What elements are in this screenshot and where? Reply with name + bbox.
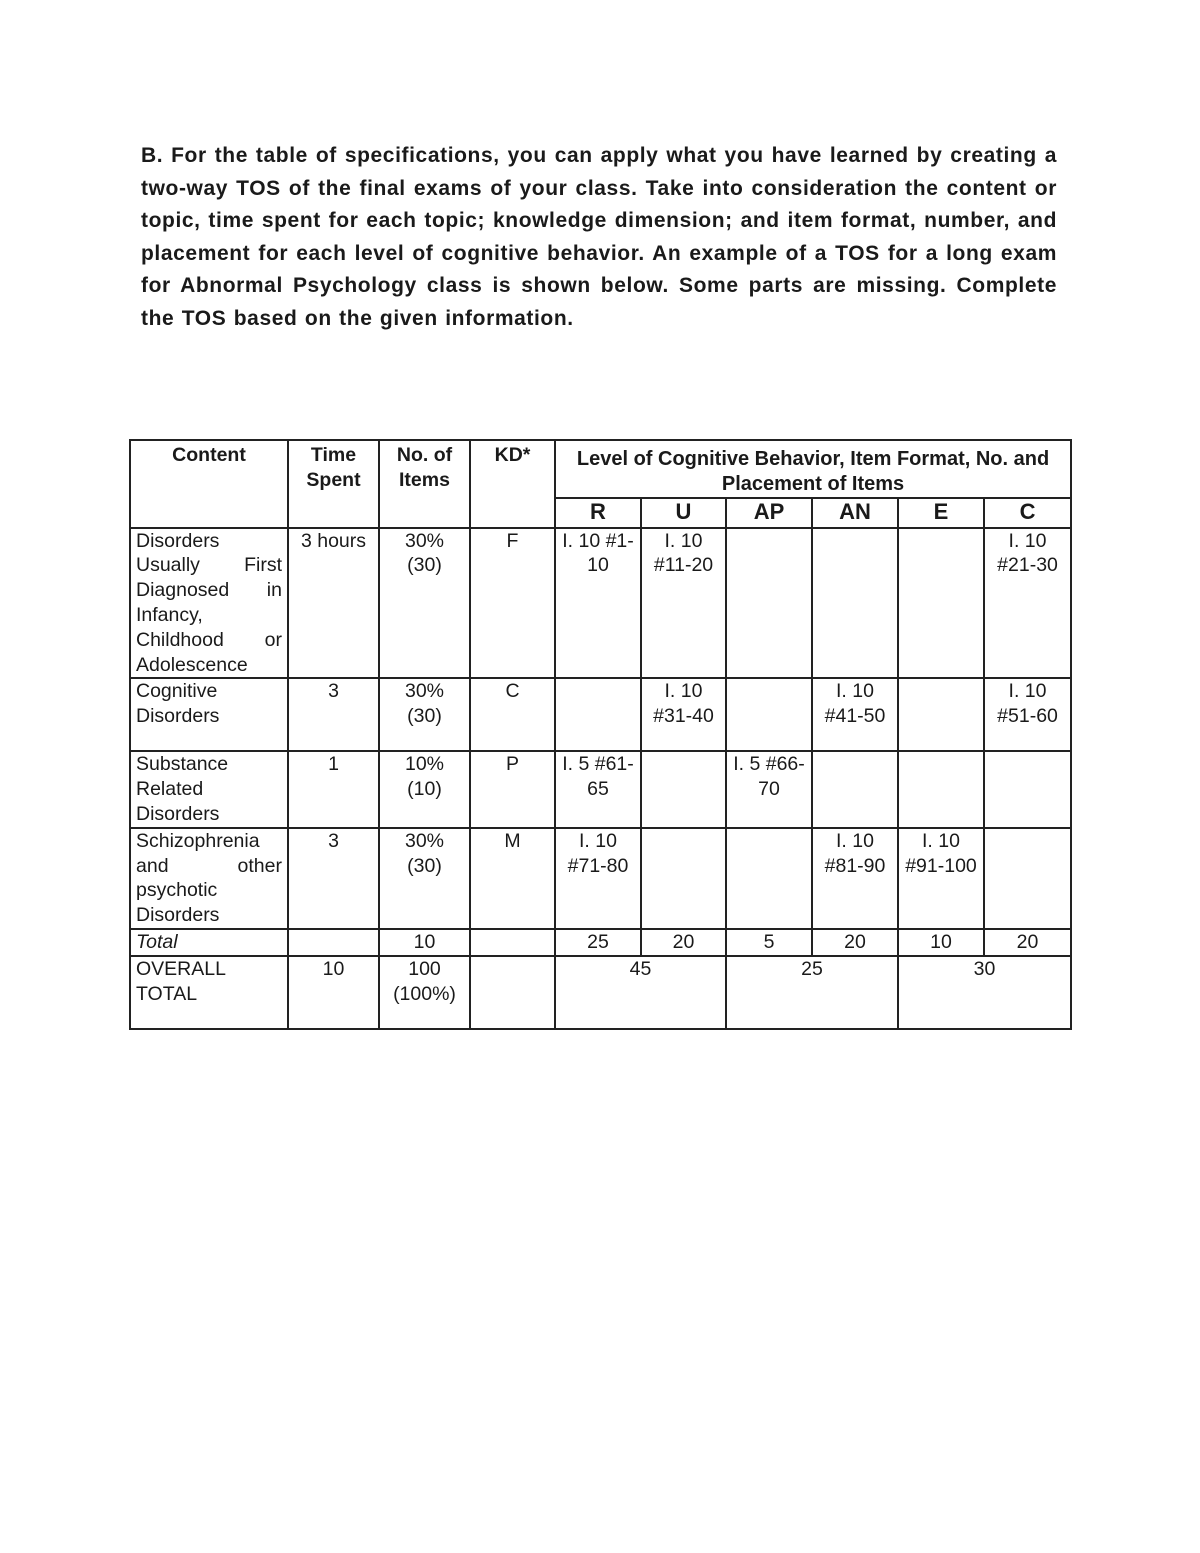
content-cell: Disorders Usually First Diagnosed in Infancy, Childhood or Adolescence xyxy=(130,528,288,679)
total-cell-c: 20 xyxy=(984,929,1071,956)
overall-items-cell: 100 (100%) xyxy=(379,956,470,1029)
level-cell-an: I. 10 #81-90 xyxy=(812,828,898,929)
level-cell-r: I. 5 #61-65 xyxy=(555,751,641,827)
total-time-cell xyxy=(288,929,379,956)
header-time-spent: Time Spent xyxy=(288,440,379,528)
total-cell-an: 20 xyxy=(812,929,898,956)
level-cell-ap xyxy=(726,828,812,929)
header-row xyxy=(130,440,1071,498)
table-row xyxy=(130,751,1071,827)
level-cell-c: I. 10 #21-30 xyxy=(984,528,1071,679)
header-level-e: E xyxy=(898,498,984,528)
total-row xyxy=(130,929,1071,956)
content-cell: Substance Related Disorders xyxy=(130,751,288,827)
content-cell: Schizophrenia and other psychotic Disorders xyxy=(130,828,288,929)
items-cell: 10% (10) xyxy=(379,751,470,827)
table-of-specifications xyxy=(129,439,1072,1030)
items-cell: 30% (30) xyxy=(379,528,470,679)
total-cell-u: 20 xyxy=(641,929,726,956)
level-cell-e: I. 10 #91-100 xyxy=(898,828,984,929)
content-cell: Cognitive Disorders xyxy=(130,678,288,751)
level-cell-c xyxy=(984,751,1071,827)
level-cell-r xyxy=(555,678,641,751)
header-level-ap: AP xyxy=(726,498,812,528)
table-row xyxy=(130,828,1071,929)
overall-group-e-c: 30 xyxy=(898,956,1071,1029)
level-cell-e xyxy=(898,528,984,679)
table-row xyxy=(130,678,1071,751)
level-cell-r: I. 10 #1-10 xyxy=(555,528,641,679)
overall-kd-cell xyxy=(470,956,555,1029)
level-cell-r: I. 10 #71-80 xyxy=(555,828,641,929)
level-cell-an xyxy=(812,751,898,827)
header-level-r: R xyxy=(555,498,641,528)
header-level-an: AN xyxy=(812,498,898,528)
total-kd-cell xyxy=(470,929,555,956)
header-level-c: C xyxy=(984,498,1071,528)
kd-cell: M xyxy=(470,828,555,929)
level-cell-c xyxy=(984,828,1071,929)
level-cell-e xyxy=(898,751,984,827)
time-cell: 3 xyxy=(288,678,379,751)
level-cell-ap: I. 5 #66-70 xyxy=(726,751,812,827)
level-cell-u xyxy=(641,828,726,929)
instructions-paragraph: B. For the table of specifications, you can apply what you have learned by creating a two-way TOS of the final exams of your class. Take into consideration the content or topic, time spent for each topic; knowledge dimension; and item format, number, and placement for each level of cognitive behavior. An example of a TOS for a long exam for Abnormal Psychology class is shown below. Some parts are missing. Complete the TOS based on the given information. xyxy=(141,144,1057,330)
total-cell-e: 10 xyxy=(898,929,984,956)
total-label: Total xyxy=(130,929,288,956)
header-level-of-cognitive-behavior: Level of Cognitive Behavior, Item Format, No. and Placement of Items xyxy=(555,440,1071,498)
time-cell: 1 xyxy=(288,751,379,827)
header-no-of-items: No. of Items xyxy=(379,440,470,528)
overall-total-row xyxy=(130,956,1071,1029)
header-content: Content xyxy=(130,440,288,528)
level-cell-an: I. 10 #41-50 xyxy=(812,678,898,751)
time-cell: 3 xyxy=(288,828,379,929)
overall-group-ap-an: 25 xyxy=(726,956,898,1029)
items-cell: 30% (30) xyxy=(379,828,470,929)
level-cell-e xyxy=(898,678,984,751)
header-kd: KD* xyxy=(470,440,555,528)
header-level-u: U xyxy=(641,498,726,528)
level-cell-ap xyxy=(726,528,812,679)
overall-group-r-u: 45 xyxy=(555,956,726,1029)
level-cell-u: I. 10 #31-40 xyxy=(641,678,726,751)
time-cell: 3 hours xyxy=(288,528,379,679)
total-cell-r: 25 xyxy=(555,929,641,956)
kd-cell: C xyxy=(470,678,555,751)
table-row xyxy=(130,528,1071,679)
kd-cell: F xyxy=(470,528,555,679)
overall-total-label: OVERALL TOTAL xyxy=(130,956,288,1029)
items-cell: 30% (30) xyxy=(379,678,470,751)
kd-cell: P xyxy=(470,751,555,827)
level-cell-ap xyxy=(726,678,812,751)
total-items-cell: 10 xyxy=(379,929,470,956)
level-cell-c: I. 10 #51-60 xyxy=(984,678,1071,751)
level-cell-an xyxy=(812,528,898,679)
total-cell-ap: 5 xyxy=(726,929,812,956)
overall-time-cell: 10 xyxy=(288,956,379,1029)
level-cell-u: I. 10 #11-20 xyxy=(641,528,726,679)
level-cell-u xyxy=(641,751,726,827)
